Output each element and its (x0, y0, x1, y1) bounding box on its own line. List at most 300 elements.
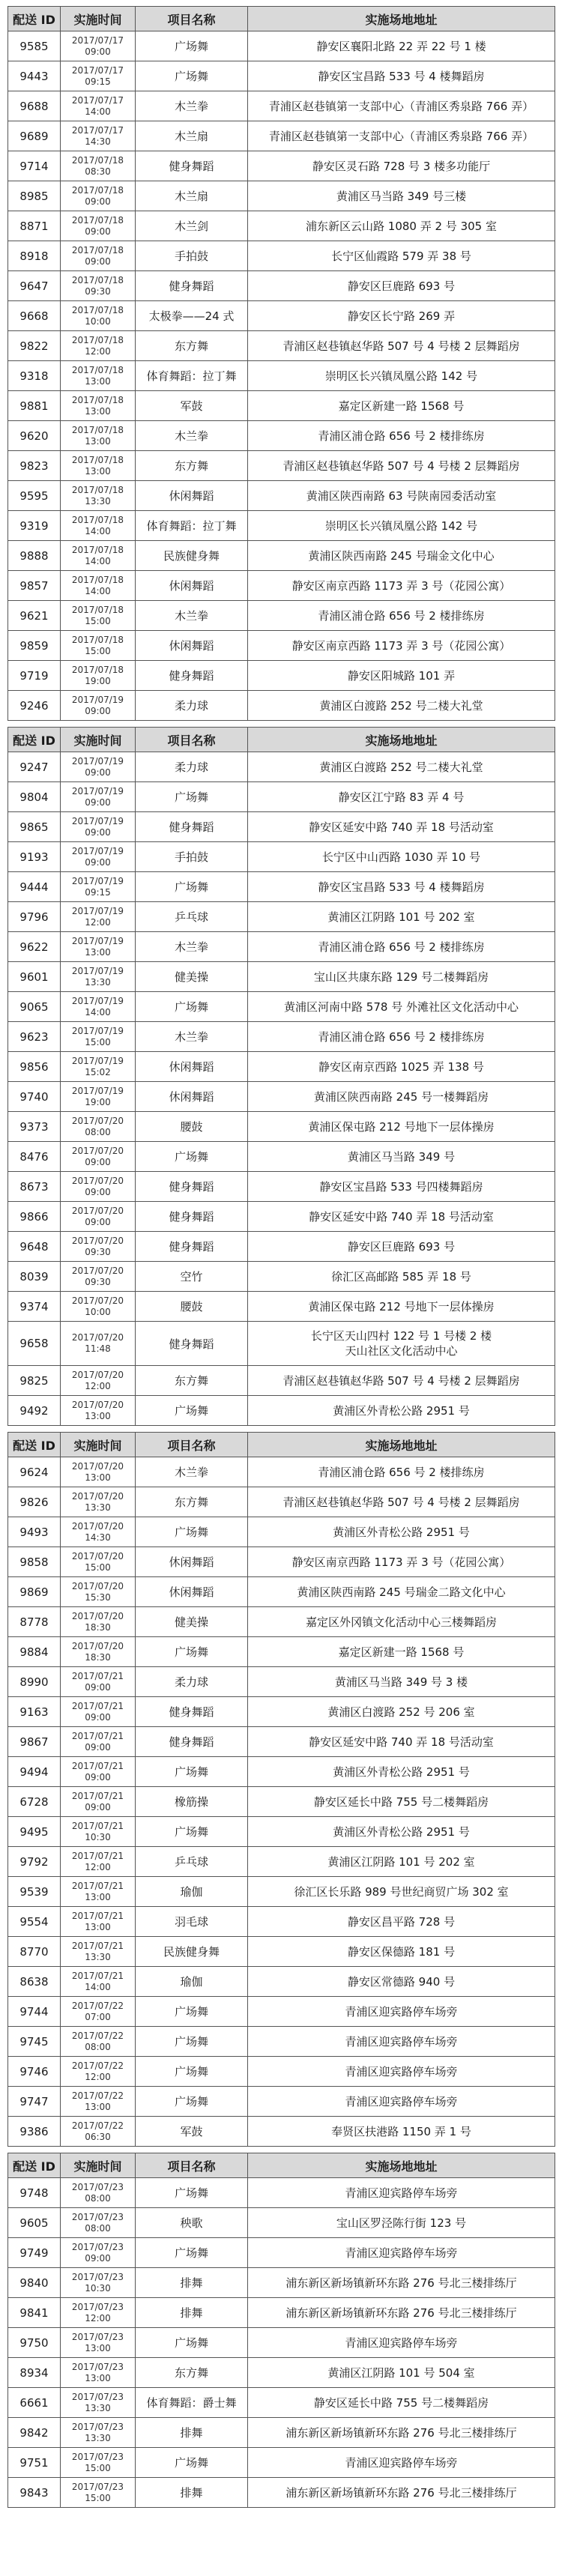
cell-item: 休闲舞蹈 (136, 631, 248, 661)
cell-id: 9623 (8, 1022, 61, 1052)
cell-item: 柔力球 (136, 691, 248, 721)
cell-date: 2017/07/18 (71, 424, 124, 435)
cell-clock: 13:30 (85, 495, 111, 507)
cell-date: 2017/07/23 (71, 2211, 124, 2222)
cell-time (61, 872, 136, 902)
cell-venue (248, 691, 555, 721)
cell-id: 9744 (8, 1997, 61, 2027)
header-time: 实施时间 (61, 1433, 136, 1457)
cell-venue (248, 2328, 555, 2358)
cell-date: 2017/07/20 (71, 1610, 124, 1621)
cell-item: 广场舞 (136, 1637, 248, 1667)
cell-item: 广场舞 (136, 2238, 248, 2268)
cell-date: 2017/07/21 (71, 1970, 124, 1981)
cell-date: 2017/07/20 (71, 1332, 124, 1343)
cell-date: 2017/07/18 (71, 454, 124, 465)
cell-date: 2017/07/17 (71, 94, 124, 106)
venue-line: 黄浦区江阴路 101 号 202 室 (327, 910, 475, 924)
cell-id: 9539 (8, 1877, 61, 1907)
cell-date: 2017/07/19 (71, 755, 124, 767)
venue-line: 黄浦区白渡路 252 号 206 室 (327, 1705, 475, 1719)
cell-clock: 12:00 (85, 2071, 111, 2082)
cell-item: 健身舞蹈 (136, 1322, 248, 1366)
cell-time (61, 631, 136, 661)
cell-clock: 15:00 (85, 2462, 111, 2473)
cell-id: 9318 (8, 361, 61, 391)
cell-time (61, 1396, 136, 1426)
cell-item: 健美操 (136, 962, 248, 992)
venue-line: 静安区宝昌路 533 号 4 楼舞蹈房 (318, 880, 485, 894)
cell-time (61, 1547, 136, 1577)
cell-venue (248, 1757, 555, 1787)
cell-id: 9840 (8, 2268, 61, 2298)
cell-clock: 08:00 (85, 2041, 111, 2052)
table-row (8, 1292, 555, 1322)
cell-time (61, 271, 136, 301)
cell-venue (248, 1487, 555, 1517)
cell-clock: 09:00 (85, 196, 111, 207)
table-row (8, 1022, 555, 1052)
table-row (8, 2027, 555, 2057)
cell-venue (248, 391, 555, 421)
cell-item: 军鼓 (136, 2117, 248, 2147)
cell-time (61, 2298, 136, 2328)
cell-time (61, 31, 136, 61)
table-row (8, 2268, 555, 2298)
cell-venue (248, 872, 555, 902)
cell-id: 9747 (8, 2087, 61, 2117)
table-row (8, 1487, 555, 1517)
cell-venue (248, 1517, 555, 1547)
header-venue: 实施场地地址 (248, 7, 555, 31)
cell-clock: 15:30 (85, 1591, 111, 1603)
cell-time (61, 1937, 136, 1967)
cell-item: 广场舞 (136, 61, 248, 91)
cell-time (61, 1817, 136, 1847)
cell-id: 9246 (8, 691, 61, 721)
cell-clock: 18:30 (85, 1621, 111, 1633)
table-row (8, 1637, 555, 1667)
cell-time (61, 1607, 136, 1637)
venue-line: 青浦区迎宾路停车场旁 (345, 2336, 458, 2350)
cell-clock: 09:00 (85, 767, 111, 778)
venue-line: 青浦区迎宾路停车场旁 (345, 2456, 458, 2470)
cell-clock: 15:02 (85, 1066, 111, 1077)
table-row (8, 1907, 555, 1937)
cell-id: 9856 (8, 1052, 61, 1082)
cell-clock: 15:00 (85, 615, 111, 626)
cell-date: 2017/07/18 (71, 664, 124, 675)
venue-line: 静安区江宁路 83 弄 4 号 (338, 790, 465, 804)
cell-time (61, 211, 136, 241)
cell-date: 2017/07/19 (71, 905, 124, 916)
header-venue: 实施场地地址 (248, 728, 555, 752)
cell-item: 广场舞 (136, 1817, 248, 1847)
cell-clock: 08:00 (85, 2192, 111, 2204)
venue-line: 青浦区迎宾路停车场旁 (345, 2005, 458, 2019)
cell-venue (248, 1112, 555, 1142)
cell-id: 8638 (8, 1967, 61, 1997)
cell-venue (248, 1396, 555, 1426)
venue-line: 青浦区浦仓路 656 号 2 楼排练房 (318, 1466, 485, 1479)
cell-item: 柔力球 (136, 752, 248, 782)
cell-date: 2017/07/23 (71, 2181, 124, 2192)
table-row (8, 421, 555, 451)
cell-venue (248, 121, 555, 151)
cell-time (61, 1847, 136, 1877)
venue-line: 青浦区浦仓路 656 号 2 楼排练房 (318, 429, 485, 443)
cell-time (61, 1667, 136, 1697)
cell-clock: 09:00 (85, 1681, 111, 1693)
cell-time (61, 151, 136, 181)
cell-date: 2017/07/23 (71, 2481, 124, 2492)
venue-line: 静安区南京西路 1173 弄 3 号（花园公寓） (291, 1555, 511, 1569)
cell-id: 9749 (8, 2238, 61, 2268)
cell-id: 9842 (8, 2418, 61, 2448)
cell-time (61, 1366, 136, 1396)
cell-date: 2017/07/21 (71, 1670, 124, 1681)
venue-line: 嘉定区外冈镇文化活动中心三楼舞蹈房 (305, 1615, 497, 1629)
cell-date: 2017/07/23 (71, 2451, 124, 2462)
venue-line: 黄浦区江阴路 101 号 202 室 (327, 1855, 475, 1869)
cell-time (61, 1487, 136, 1517)
cell-id: 8778 (8, 1607, 61, 1637)
table-row (8, 1967, 555, 1997)
cell-time (61, 1292, 136, 1322)
cell-date: 2017/07/18 (71, 364, 124, 375)
cell-clock: 09:00 (85, 1711, 111, 1723)
cell-time (61, 1637, 136, 1667)
table-row (8, 1457, 555, 1487)
cell-date: 2017/07/19 (71, 1025, 124, 1036)
cell-date: 2017/07/19 (71, 785, 124, 796)
cell-date: 2017/07/17 (71, 34, 124, 46)
cell-item: 健身舞蹈 (136, 1232, 248, 1262)
cell-item: 休闲舞蹈 (136, 571, 248, 601)
venue-line: 青浦区赵巷镇赵华路 507 号 4 号楼 2 层舞蹈房 (282, 339, 520, 353)
cell-id: 6661 (8, 2388, 61, 2418)
cell-clock: 09:00 (85, 705, 111, 716)
cell-clock: 13:30 (85, 2432, 111, 2443)
cell-clock: 12:00 (85, 345, 111, 357)
cell-time (61, 962, 136, 992)
cell-time (61, 511, 136, 541)
table-row (8, 1202, 555, 1232)
cell-venue (248, 361, 555, 391)
venue-line: 静安区延长中路 755 号二楼舞蹈房 (313, 2396, 489, 2410)
cell-time (61, 361, 136, 391)
table-row (8, 962, 555, 992)
cell-id: 9668 (8, 301, 61, 331)
header-row (8, 728, 555, 752)
cell-venue (248, 301, 555, 331)
venue-line: 青浦区赵巷镇赵华路 507 号 4 号楼 2 层舞蹈房 (282, 459, 520, 473)
cell-venue (248, 541, 555, 571)
venue-line: 奉贤区扶港路 1150 弄 1 号 (331, 2125, 471, 2138)
venue-line: 静安区南京西路 1173 弄 3 号（花园公寓） (291, 639, 511, 653)
cell-item: 排舞 (136, 2478, 248, 2508)
venue-line: 黄浦区马当路 349 号三楼 (336, 190, 467, 203)
cell-date: 2017/07/21 (71, 1940, 124, 1951)
cell-time (61, 2358, 136, 2388)
cell-id: 9648 (8, 1232, 61, 1262)
venue-line: 黄浦区江阴路 101 号 504 室 (327, 2366, 475, 2380)
cell-venue (248, 1366, 555, 1396)
table-row (8, 481, 555, 511)
venue-line: 静安区宝昌路 533 号 4 楼舞蹈房 (318, 70, 485, 83)
cell-venue (248, 2087, 555, 2117)
cell-time (61, 1517, 136, 1547)
cell-item: 广场舞 (136, 872, 248, 902)
cell-item: 排舞 (136, 2298, 248, 2328)
cell-clock: 09:00 (85, 1741, 111, 1753)
cell-venue (248, 782, 555, 812)
cell-date: 2017/07/23 (71, 2331, 124, 2342)
cell-item: 体育舞蹈：拉丁舞 (136, 511, 248, 541)
cell-time (61, 902, 136, 932)
cell-venue (248, 1262, 555, 1292)
table-row (8, 2298, 555, 2328)
venue-line: 青浦区迎宾路停车场旁 (345, 2035, 458, 2049)
cell-id: 9719 (8, 661, 61, 691)
cell-venue (248, 932, 555, 962)
cell-id: 9386 (8, 2117, 61, 2147)
cell-clock: 15:00 (85, 1561, 111, 1573)
cell-item: 乒乓球 (136, 902, 248, 932)
cell-id: 9658 (8, 1322, 61, 1366)
cell-date: 2017/07/18 (71, 574, 124, 585)
cell-date: 2017/07/23 (71, 2391, 124, 2402)
cell-clock: 13:00 (85, 465, 111, 477)
cell-clock: 19:00 (85, 1096, 111, 1107)
cell-clock: 09:00 (85, 796, 111, 808)
cell-venue (248, 2418, 555, 2448)
cell-venue (248, 1322, 555, 1366)
cell-item: 瑜伽 (136, 1967, 248, 1997)
cell-date: 2017/07/20 (71, 1265, 124, 1276)
cell-venue (248, 61, 555, 91)
cell-item: 木兰扇 (136, 121, 248, 151)
cell-venue (248, 2057, 555, 2087)
cell-time (61, 2388, 136, 2418)
cell-clock: 10:00 (85, 315, 111, 327)
table-row (8, 451, 555, 481)
cell-item: 广场舞 (136, 782, 248, 812)
cell-id: 9796 (8, 902, 61, 932)
venue-line: 黄浦区外青松公路 2951 号 (333, 1404, 470, 1418)
table-row (8, 932, 555, 962)
cell-id: 9866 (8, 1202, 61, 1232)
cell-item: 体育舞蹈：爵士舞 (136, 2388, 248, 2418)
cell-venue (248, 752, 555, 782)
table-row (8, 2388, 555, 2418)
venue-line: 黄浦区马当路 349 号 3 楼 (334, 1675, 468, 1689)
cell-time (61, 1142, 136, 1172)
cell-date: 2017/07/17 (71, 124, 124, 136)
cell-date: 2017/07/22 (71, 2120, 124, 2131)
cell-venue (248, 2448, 555, 2478)
cell-time (61, 2448, 136, 2478)
cell-date: 2017/07/21 (71, 1790, 124, 1801)
table-row (8, 1697, 555, 1727)
header-row (8, 2153, 555, 2178)
cell-item: 瑜伽 (136, 1877, 248, 1907)
table-row (8, 1517, 555, 1547)
table-row (8, 2057, 555, 2087)
cell-clock: 14:00 (85, 555, 111, 566)
venue-line: 静安区灵石路 728 号 3 楼多功能厅 (312, 160, 491, 173)
venue-line: 青浦区迎宾路停车场旁 (345, 2186, 458, 2200)
cell-id: 8934 (8, 2358, 61, 2388)
cell-date: 2017/07/18 (71, 154, 124, 166)
cell-clock: 09:30 (85, 1246, 111, 1257)
table-row (8, 601, 555, 631)
cell-date: 2017/07/20 (71, 1295, 124, 1306)
cell-date: 2017/07/19 (71, 935, 124, 946)
cell-venue (248, 1142, 555, 1172)
cell-item: 广场舞 (136, 2448, 248, 2478)
venue-line: 崇明区长兴镇凤凰公路 142 号 (324, 369, 478, 383)
table-row (8, 1817, 555, 1847)
cell-clock: 10:00 (85, 1306, 111, 1317)
cell-date: 2017/07/18 (71, 184, 124, 196)
cell-date: 2017/07/20 (71, 1520, 124, 1532)
cell-time (61, 421, 136, 451)
cell-venue (248, 1907, 555, 1937)
cell-clock: 09:00 (85, 826, 111, 838)
cell-id: 9867 (8, 1727, 61, 1757)
cell-clock: 13:30 (85, 1951, 111, 1962)
header-id: 配送 ID (8, 728, 61, 752)
cell-venue (248, 812, 555, 842)
venue-line: 宝山区罗泾陈行街 123 号 (336, 2216, 467, 2230)
schedule-block (7, 1432, 555, 2147)
cell-venue (248, 451, 555, 481)
cell-clock: 09:30 (85, 285, 111, 297)
table-row (8, 361, 555, 391)
venue-line: 静安区延长中路 755 号二楼舞蹈房 (313, 1795, 489, 1809)
cell-time (61, 1022, 136, 1052)
header-venue: 实施场地地址 (248, 2153, 555, 2178)
cell-id: 8918 (8, 241, 61, 271)
table-row (8, 541, 555, 571)
venue-line: 青浦区浦仓路 656 号 2 楼排练房 (318, 609, 485, 623)
cell-time (61, 2238, 136, 2268)
cell-date: 2017/07/22 (71, 2090, 124, 2101)
cell-time (61, 661, 136, 691)
table-row (8, 1262, 555, 1292)
cell-id: 9554 (8, 1907, 61, 1937)
cell-clock: 09:30 (85, 1276, 111, 1287)
cell-item: 东方舞 (136, 1366, 248, 1396)
cell-id: 9624 (8, 1457, 61, 1487)
cell-venue (248, 1967, 555, 1997)
cell-clock: 12:00 (85, 916, 111, 928)
table-row (8, 1232, 555, 1262)
venue-line: 青浦区赵巷镇第一支部中心（青浦区秀泉路 766 弄） (268, 100, 534, 113)
cell-id: 9319 (8, 511, 61, 541)
cell-date: 2017/07/21 (71, 1850, 124, 1861)
cell-item: 太极拳——24 式 (136, 301, 248, 331)
cell-venue (248, 571, 555, 601)
cell-venue (248, 2358, 555, 2388)
table-row (8, 31, 555, 61)
cell-date: 2017/07/20 (71, 1640, 124, 1651)
cell-item: 乒乓球 (136, 1847, 248, 1877)
table-row (8, 91, 555, 121)
cell-time (61, 2478, 136, 2508)
cell-venue (248, 1202, 555, 1232)
venue-line: 黄浦区陕西南路 63 号陕南园委活动室 (306, 489, 497, 503)
cell-id: 9858 (8, 1547, 61, 1577)
cell-clock: 13:30 (85, 976, 111, 988)
venue-line: 青浦区浦仓路 656 号 2 楼排练房 (318, 1030, 485, 1044)
cell-date: 2017/07/19 (71, 1085, 124, 1096)
cell-id: 9247 (8, 752, 61, 782)
cell-date: 2017/07/18 (71, 514, 124, 525)
table-row (8, 301, 555, 331)
cell-clock: 13:00 (85, 1410, 111, 1421)
venue-line: 静安区保德路 181 号 (347, 1945, 456, 1959)
cell-item: 广场舞 (136, 2087, 248, 2117)
cell-item: 健身舞蹈 (136, 1172, 248, 1202)
table-row (8, 2178, 555, 2208)
cell-time (61, 1172, 136, 1202)
venue-line: 黄浦区河南中路 578 号 外滩社区文化活动中心 (284, 1000, 519, 1014)
table-row (8, 2418, 555, 2448)
cell-time (61, 782, 136, 812)
cell-venue (248, 2478, 555, 2508)
cell-clock: 09:00 (85, 46, 111, 57)
cell-id: 9865 (8, 812, 61, 842)
cell-venue (248, 1292, 555, 1322)
cell-time (61, 932, 136, 962)
cell-clock: 12:00 (85, 1861, 111, 1872)
cell-date: 2017/07/23 (71, 2241, 124, 2252)
cell-venue (248, 902, 555, 932)
header-time: 实施时间 (61, 7, 136, 31)
header-id: 配送 ID (8, 7, 61, 31)
cell-item: 木兰拳 (136, 1022, 248, 1052)
cell-id: 8476 (8, 1142, 61, 1172)
cell-item: 橡筋操 (136, 1787, 248, 1817)
table-row (8, 1322, 555, 1366)
cell-id: 9859 (8, 631, 61, 661)
cell-venue (248, 601, 555, 631)
cell-id: 9750 (8, 2328, 61, 2358)
cell-item: 木兰拳 (136, 932, 248, 962)
cell-item: 休闲舞蹈 (136, 1547, 248, 1577)
table-row (8, 992, 555, 1022)
table-row (8, 1877, 555, 1907)
cell-clock: 09:00 (85, 1801, 111, 1812)
cell-id: 9621 (8, 601, 61, 631)
cell-date: 2017/07/21 (71, 1700, 124, 1711)
header-id: 配送 ID (8, 2153, 61, 2178)
cell-id: 9825 (8, 1366, 61, 1396)
cell-item: 健身舞蹈 (136, 812, 248, 842)
cell-id: 8990 (8, 1667, 61, 1697)
cell-venue (248, 2117, 555, 2147)
cell-date: 2017/07/19 (71, 965, 124, 976)
cell-date: 2017/07/23 (71, 2271, 124, 2282)
cell-clock: 08:00 (85, 2222, 111, 2234)
cell-item: 广场舞 (136, 1142, 248, 1172)
cell-clock: 10:30 (85, 1831, 111, 1842)
header-row (8, 7, 555, 31)
cell-id: 8673 (8, 1172, 61, 1202)
cell-venue (248, 1727, 555, 1757)
